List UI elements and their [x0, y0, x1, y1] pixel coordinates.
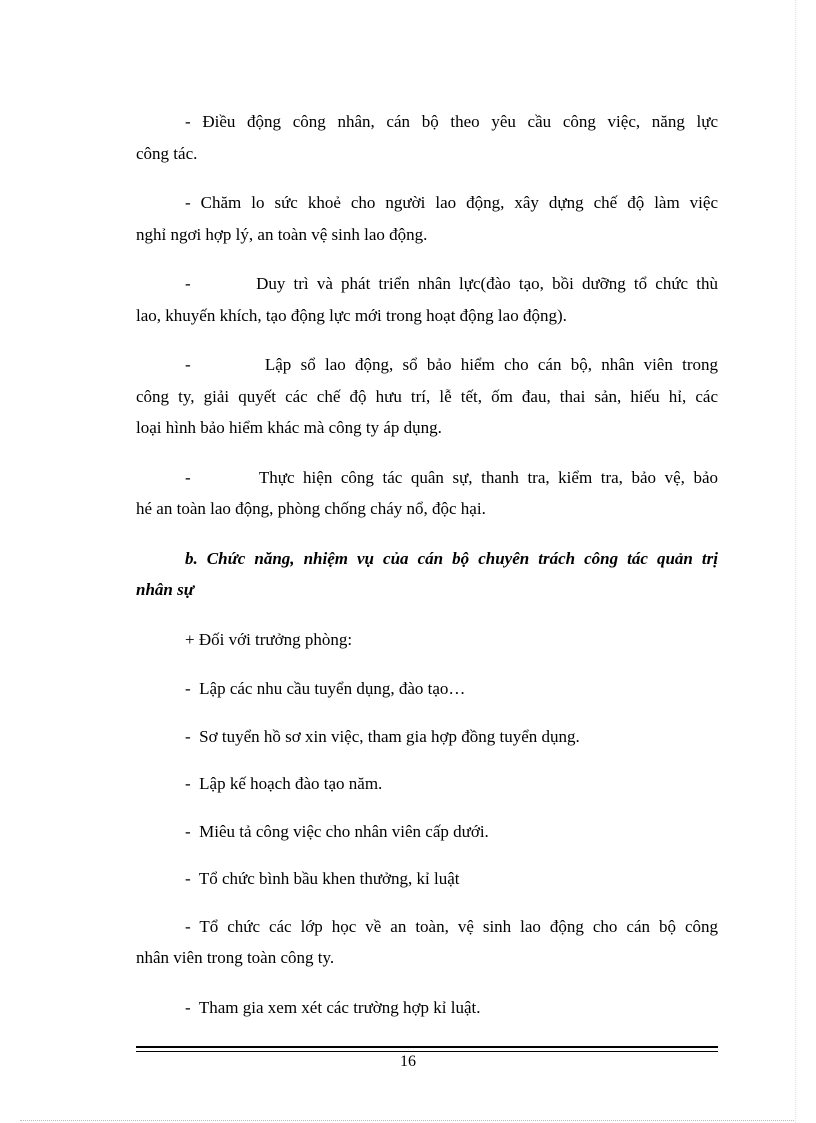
page-body: [136, 106, 718, 1041]
list-item: [136, 863, 718, 895]
subheading-text: + Đối với trưởng phòng:: [185, 629, 353, 649]
footer-double-rule: [136, 1046, 718, 1052]
text-line: nghỉ ngơi hợp lý, an toàn vệ sinh lao động.: [136, 224, 428, 244]
text-line: nhân viên trong toàn công ty.: [136, 948, 335, 967]
section-heading: [136, 543, 718, 606]
text-line: - Tổ chức các lớp học về an toàn, vệ sinh lao động cho cán bộ công: [185, 916, 718, 936]
list-item-text: - Lập kế hoạch đào tạo năm.: [185, 774, 383, 793]
paragraph-6: [136, 911, 718, 974]
paragraph-4: [136, 349, 718, 444]
list-item-text: - Lập các nhu cầu tuyển dụng, đào tạo…: [185, 679, 466, 698]
list-item: [136, 673, 718, 705]
list-item-text: - Tham gia xem xét các trường hợp kỉ luật.: [185, 997, 481, 1017]
list-item: [136, 816, 718, 848]
text-line: công tác.: [136, 143, 198, 163]
list-item-text: - Tổ chức bình bầu khen thưởng, kỉ luật: [185, 869, 460, 888]
text-line: - Chăm lo sức khoẻ cho người lao động, xây dựng chế độ làm việc: [185, 193, 718, 212]
text-line: - Điều động công nhân, cán bộ theo yêu cầu công việc, năng lực: [185, 112, 718, 131]
heading-line: nhân sự: [136, 580, 194, 599]
paragraph-5: [136, 462, 718, 525]
list-item-text: - Sơ tuyển hồ sơ xin việc, tham gia hợp đồng tuyển dụng.: [185, 726, 580, 746]
page-edge-dotted-line-right: [795, 0, 796, 1123]
list-item-text: - Miêu tả công việc cho nhân viên cấp dưới.: [185, 821, 489, 841]
paragraph-1: [136, 106, 718, 169]
list-item: [136, 721, 718, 753]
text-line: loại hình bảo hiểm khác mà công ty áp dụng.: [136, 418, 442, 437]
heading-line: b. Chức năng, nhiệm vụ của cán bộ chuyên trách công tác quản trị: [185, 548, 718, 568]
page-edge-dotted-line: [20, 1120, 796, 1121]
subheading: [136, 624, 718, 656]
text-line: lao, khuyến khích, tạo động lực mới trong hoạt động lao động).: [136, 305, 567, 325]
text-line: - Lập sổ lao động, sổ bảo hiểm cho cán bộ, nhân viên trong: [185, 355, 718, 374]
text-line: hé an toàn lao động, phòng chống cháy nổ, độc hại.: [136, 499, 486, 518]
page-number: 16: [400, 1053, 416, 1070]
list-item: [136, 768, 718, 800]
list-item: [136, 992, 718, 1024]
paragraph-2: [136, 187, 718, 250]
paragraph-3: [136, 268, 718, 331]
text-line: công ty, giải quyết các chế độ hưu trí, lễ tết, ốm đau, thai sản, hiếu hỉ, các: [136, 386, 718, 406]
text-line: - Duy trì và phát triển nhân lực(đào tạo, bồi dưỡng tổ chức thù: [185, 274, 718, 293]
text-line: - Thực hiện công tác quân sự, thanh tra, kiểm tra, bảo vệ, bảo: [185, 467, 718, 487]
